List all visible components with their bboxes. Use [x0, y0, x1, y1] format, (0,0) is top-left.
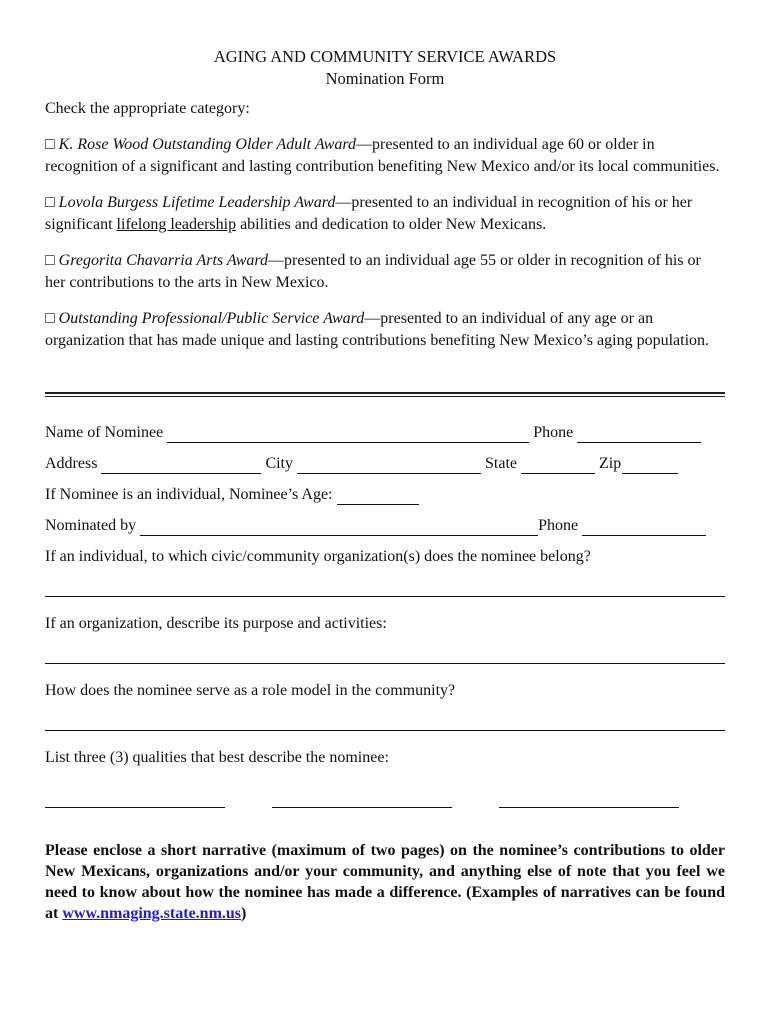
- qualities-fields: [45, 791, 679, 808]
- question-qualities: List three (3) qualities that best describe the nominee:: [45, 749, 389, 766]
- narratives-link[interactable]: www.nmaging.state.nm.us: [62, 905, 242, 922]
- answer-line-organization-purpose[interactable]: [45, 645, 725, 664]
- nominee-name-label: Name of Nominee: [45, 424, 164, 441]
- question-role-model: How does the nominee serve as a role model in the community?: [45, 682, 456, 699]
- address-field[interactable]: [101, 457, 261, 474]
- category-professional-service: [45, 308, 725, 352]
- address-row: [45, 454, 725, 474]
- award-desc-lovola-burgess-b: abilities and dedication to older New Mexicans.: [236, 216, 547, 233]
- nominee-name-row: [45, 423, 725, 443]
- address-label: Address: [45, 455, 98, 472]
- answer-line-role-model[interactable]: [45, 712, 725, 731]
- category-rose-wood: [45, 134, 725, 178]
- award-desc-chavarria-arts: —presented to an individual age 55 or older in recognition of his or her contributions to the arts in New Mexico.: [45, 252, 701, 291]
- award-name-lovola-burgess: Lovola Burgess Lifetime Leadership Award: [58, 194, 336, 211]
- award-desc-rose-wood: —presented to an individual age 60 or older in recognition of a significant and lasting contribution benefiting New Mexico and/or its local communities.: [45, 136, 720, 175]
- nominee-phone-label: Phone: [533, 424, 574, 441]
- narrative-close: ): [241, 905, 247, 922]
- category-chavarria-arts: [45, 250, 725, 294]
- city-label: City: [265, 455, 293, 472]
- narrative-instructions: [45, 840, 725, 924]
- age-label: If Nominee is an individual, Nominee’s Age:: [45, 486, 333, 503]
- section-divider: [45, 392, 725, 397]
- award-desc-lovola-burgess-a: —presented to an individual in recognition of his or her significant: [45, 194, 693, 233]
- nominated-by-row: [45, 516, 725, 536]
- award-name-rose-wood: K. Rose Wood Outstanding Older Adult Award: [58, 136, 357, 153]
- age-field[interactable]: [337, 488, 419, 505]
- quality-field-2[interactable]: [272, 791, 452, 808]
- age-row: [45, 485, 725, 505]
- zip-field[interactable]: [622, 457, 678, 474]
- checkbox-lovola-burgess[interactable]: □: [45, 194, 55, 211]
- state-label: State: [485, 455, 517, 472]
- award-name-professional-service: Outstanding Professional/Public Service Award: [58, 310, 365, 327]
- category-instruction: Check the appropriate category:: [45, 100, 250, 117]
- quality-field-1[interactable]: [45, 791, 225, 808]
- nominee-phone-field[interactable]: [577, 426, 701, 443]
- checkbox-rose-wood[interactable]: □: [45, 136, 55, 153]
- nominee-name-field[interactable]: [167, 426, 529, 443]
- city-field[interactable]: [297, 457, 481, 474]
- form-title: AGING AND COMMUNITY SERVICE AWARDS: [213, 47, 557, 66]
- nominator-phone-field[interactable]: [582, 519, 706, 536]
- form-subtitle: Nomination Form: [325, 69, 445, 88]
- award-desc-lovola-burgess-underlined: lifelong leadership: [116, 216, 237, 233]
- award-desc-professional-service: —presented to an individual of any age or an organization that has made unique and lasting contributions benefiting New Mexico’s aging population.: [45, 310, 710, 349]
- question-organizations: If an individual, to which civic/community organization(s) does the nominee belong?: [45, 548, 591, 565]
- checkbox-professional-service[interactable]: □: [45, 310, 55, 327]
- checkbox-chavarria-arts[interactable]: □: [45, 252, 55, 269]
- award-name-chavarria-arts: Gregorita Chavarria Arts Award: [58, 252, 269, 269]
- zip-label: Zip: [599, 455, 622, 472]
- state-field[interactable]: [521, 457, 595, 474]
- nominated-by-field[interactable]: [140, 519, 538, 536]
- quality-field-3[interactable]: [499, 791, 679, 808]
- narrative-text: Please enclose a short narrative (maximum of two pages) on the nominee’s contributions to older New Mexicans, organizations and/or your community, and anything else of note that you feel we need to know about how the nominee has made a difference. (Examples of narratives can be found at: [45, 842, 725, 922]
- question-organization-purpose: If an organization, describe its purpose and activities:: [45, 615, 387, 632]
- category-lovola-burgess: [45, 192, 725, 236]
- nomination-form: [45, 46, 725, 924]
- answer-line-organizations[interactable]: [45, 578, 725, 597]
- nominator-phone-label: Phone: [538, 517, 579, 534]
- nominated-by-label: Nominated by: [45, 517, 137, 534]
